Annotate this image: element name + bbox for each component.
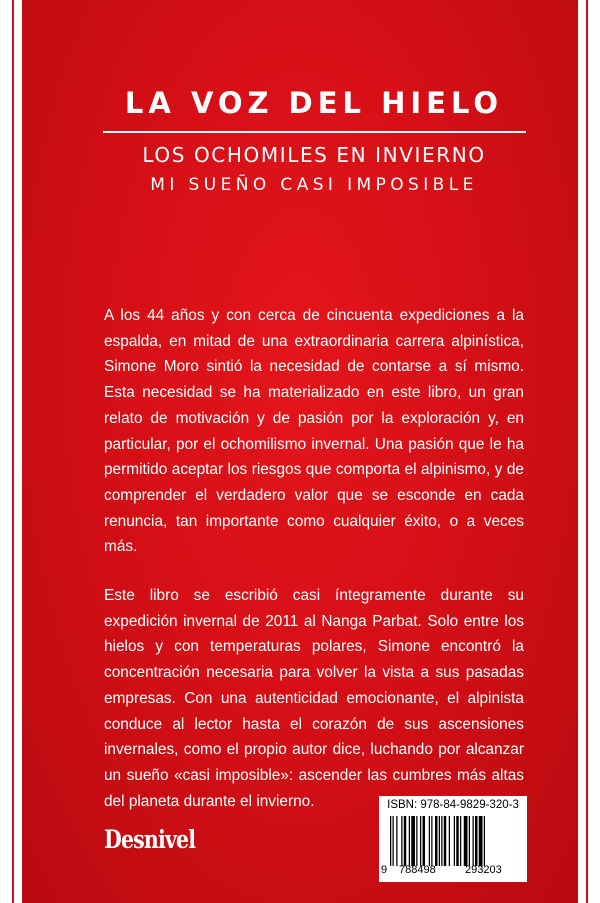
book-title: LA VOZ DEL HIELO	[124, 86, 504, 120]
barcode-bar	[423, 816, 426, 866]
barcode-icon	[390, 816, 520, 866]
barcode-bar	[454, 816, 455, 866]
subtitle-secondary: MI SUEÑO CASI IMPOSIBLE	[150, 175, 478, 195]
barcode-bar	[460, 816, 461, 866]
barcode-bar	[396, 816, 397, 866]
barcode-bar	[456, 816, 459, 866]
synopsis-paragraph: A los 44 años y con cerca de cincuenta expediciones a la espalda, en mitad de una extraordinaria carrera alpinística, Simone Moro sintió la necesidad de contarse a sí mismo. Esta necesidad se ha materializado en este libro, un gran relato de motivación y de pasión por la exploración y, en particular, por el ochomilismo invernal. Una pasión que le ha permitido aceptar los riesgos que comporta el alpinismo, y de comprender el verdadero valor que se esconde en cada renuncia, tan importante como cualquier éxito, o a veces más.	[104, 307, 524, 556]
subtitle-primary: LOS OCHOMILES EN INVIERNO	[142, 143, 486, 167]
barcode-bar	[475, 816, 478, 866]
barcode-bar	[435, 816, 438, 866]
barcode-bar	[469, 816, 470, 866]
barcode-bar	[449, 816, 450, 866]
barcode-bar	[464, 816, 468, 866]
barcode-bar	[393, 816, 394, 866]
barcode-bar	[416, 816, 417, 866]
title-divider	[103, 131, 526, 133]
ean-first-digit: 9	[381, 864, 388, 876]
synopsis	[104, 303, 524, 837]
barcode-bar	[441, 816, 442, 866]
barcode-bar	[404, 816, 407, 866]
left-edge-line	[12, 0, 14, 903]
publisher-logo: Desnivel	[104, 825, 196, 854]
barcode-bar	[444, 816, 447, 866]
barcode-bar	[401, 816, 402, 866]
ean-left-group: 788498	[399, 864, 436, 876]
barcode-bar	[390, 816, 391, 866]
barcode-bar	[473, 816, 474, 866]
barcode-bar	[431, 816, 432, 866]
back-cover	[22, 0, 578, 903]
isbn-text: ISBN: 978-84-9829-320-3	[387, 799, 519, 811]
barcode-label	[379, 796, 527, 882]
barcode-bar	[484, 816, 485, 866]
barcode-bar	[409, 816, 410, 866]
right-edge-line	[586, 0, 588, 903]
barcode-bar	[411, 816, 415, 866]
barcode-bar	[479, 816, 483, 866]
synopsis-paragraph: Este libro se escribió casi íntegramente durante su expedición invernal de 2011 al Nanga Parbat. Solo entre los hielos y con temperaturas polares, Simone encontró la concentración necesaria para volver la vista a sus pasadas empresas. Con una autenticidad emocionante, el alpinista conduce al lector hasta el corazón de sus ascensiones invernales, como el propio autor dice, luchando por alcanzar un sueño «casi imposible»: ascender las cumbres más altas del planeta durante el invierno.	[104, 587, 524, 810]
barcode-bar	[420, 816, 421, 866]
barcode-bar	[439, 816, 440, 866]
barcode-bar	[429, 816, 430, 866]
ean-right-group: 293203	[465, 864, 502, 876]
